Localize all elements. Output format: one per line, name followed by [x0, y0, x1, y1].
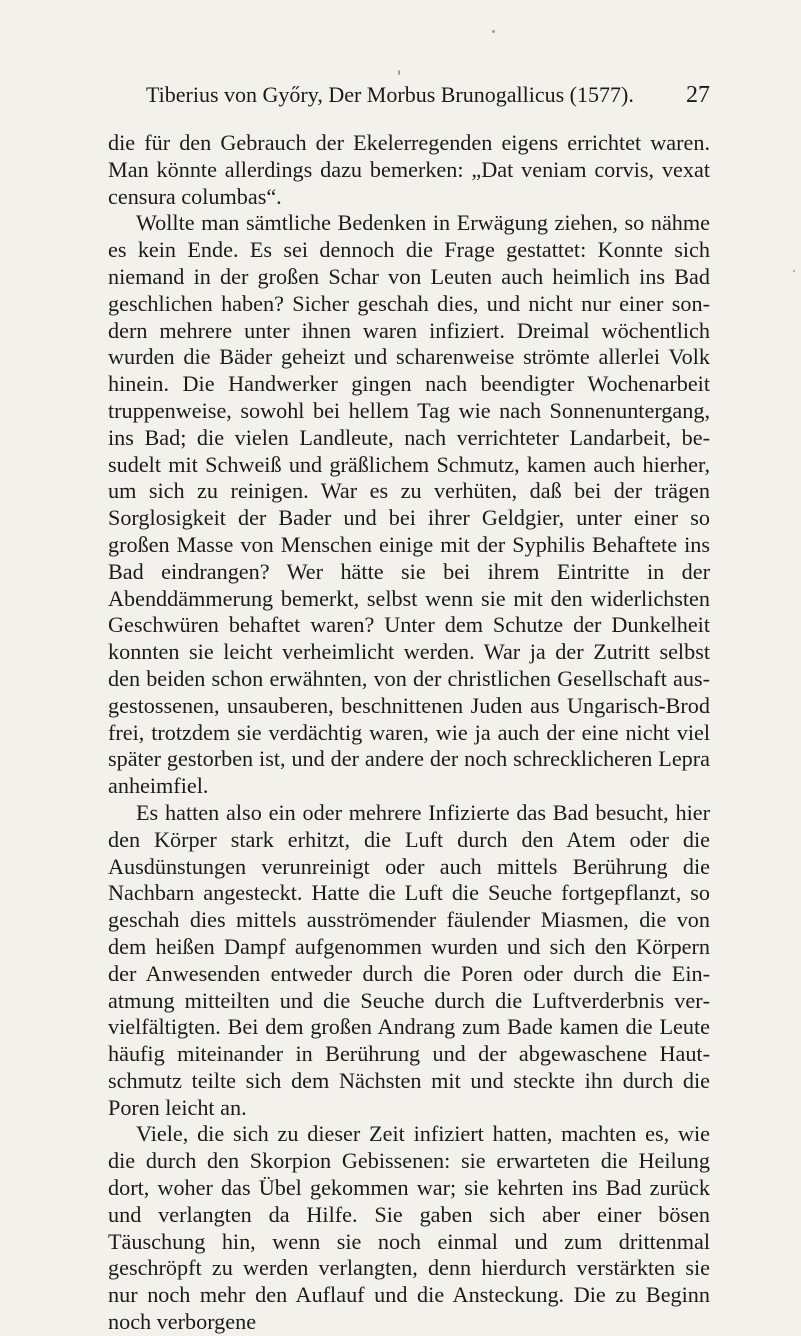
scan-speck [793, 270, 795, 272]
running-title: Tiberius von Győry, Der Morbus Brunogallicus (1577). [146, 82, 634, 107]
paragraph: Es hatten also ein oder mehrere Infizierte das Bad besucht, hier den Körper stark erhitzt, die Luft durch den Atem oder die Ausdünstungen verunreinigt oder auch mittels Berührung die Nachbarn angesteckt. Hatte die Luft die Seuche fortgepflanzt, so geschah dies mittels ausströmender fäulender Miasmen, die von dem heißen Dampf aufgenommen wurden und sich den Körpern der Anwesenden entweder durch die Poren oder durch die Einatmung mitteilten und die Seuche durch die Luftverderbnis vervielfältigten. Bei dem großen Andrang zum Bade kamen die Leute häufig miteinander in Berührung und der abgewaschene Hautschmutz teilte sich dem Nächsten mit und steckte ihn durch die Poren leicht an. [108, 799, 710, 1120]
scan-speck [492, 30, 495, 33]
body-text [108, 130, 710, 1336]
paragraph: die für den Gebrauch der Ekelerregenden eigens errichtet waren. Man könnte allerdings dazu bemerken: „Dat veniam corvis, vexat censura columbas“. [108, 130, 710, 209]
paragraph: Viele, die sich zu dieser Zeit infiziert hatten, machten es, wie die durch den Skorpion Gebissenen: sie erwarteten die Heilung dort, woher das Übel gekommen war; sie kehrten ins Bad zurück und verlangten da Hilfe. Sie gaben sich aber einer bösen Täuschung hin, wenn sie noch einmal und zum drittenmal geschröpft zu werden verlangten, denn hierdurch verstärkten sie nur noch mehr den Auflauf und die Ansteckung. Die zu Beginn noch verborgene [108, 1121, 710, 1335]
scan-speck [398, 70, 400, 75]
running-head [108, 80, 710, 110]
page-number: 27 [686, 82, 710, 108]
paragraph: Wollte man sämtliche Bedenken in Erwägung ziehen, so nähme es kein Ende. Es sei dennoch die Frage gestattet: Konnte sich niemand in der großen Schar von Leuten auch heimlich ins Bad geschlichen haben? Sicher geschah dies, und nicht nur einer sondern mehrere unter ihnen waren infiziert. Dreimal wöchentlich wurden die Bäder geheizt und scharenweise strömte allerlei Volk hinein. Die Handwerker gingen nach beendigter Wochenarbeit truppenweise, sowohl bei hellem Tag wie nach Sonnenuntergang, ins Bad; die vielen Landleute, nach verrichteter Landarbeit, besudelt mit Schweiß und gräßlichem Schmutz, kamen auch hierher, um sich zu reinigen. War es zu verhüten, daß bei der trägen Sorglosigkeit der Bader und bei ihrer Geldgier, unter einer so großen Masse von Menschen einige mit der Syphilis Behaftete ins Bad eindrangen? Wer hätte sie bei ihrem Eintritte in der Abenddämmerung bemerkt, selbst wenn sie mit den widerlichsten Geschwüren behaftet waren? Unter dem Schutze der Dunkelheit konnten sie leicht verheimlicht werden. War ja der Zutritt selbst den beiden schon erwähnten, von der christlichen Gesellschaft ausgestossenen, unsauberen, beschnittenen Juden aus Ungarisch-Brod frei, trotzdem sie verdächtig waren, wie ja auch der eine nicht viel später gestorben ist, und der andere der noch schrecklicheren Lepra anheimfiel. [108, 210, 710, 799]
